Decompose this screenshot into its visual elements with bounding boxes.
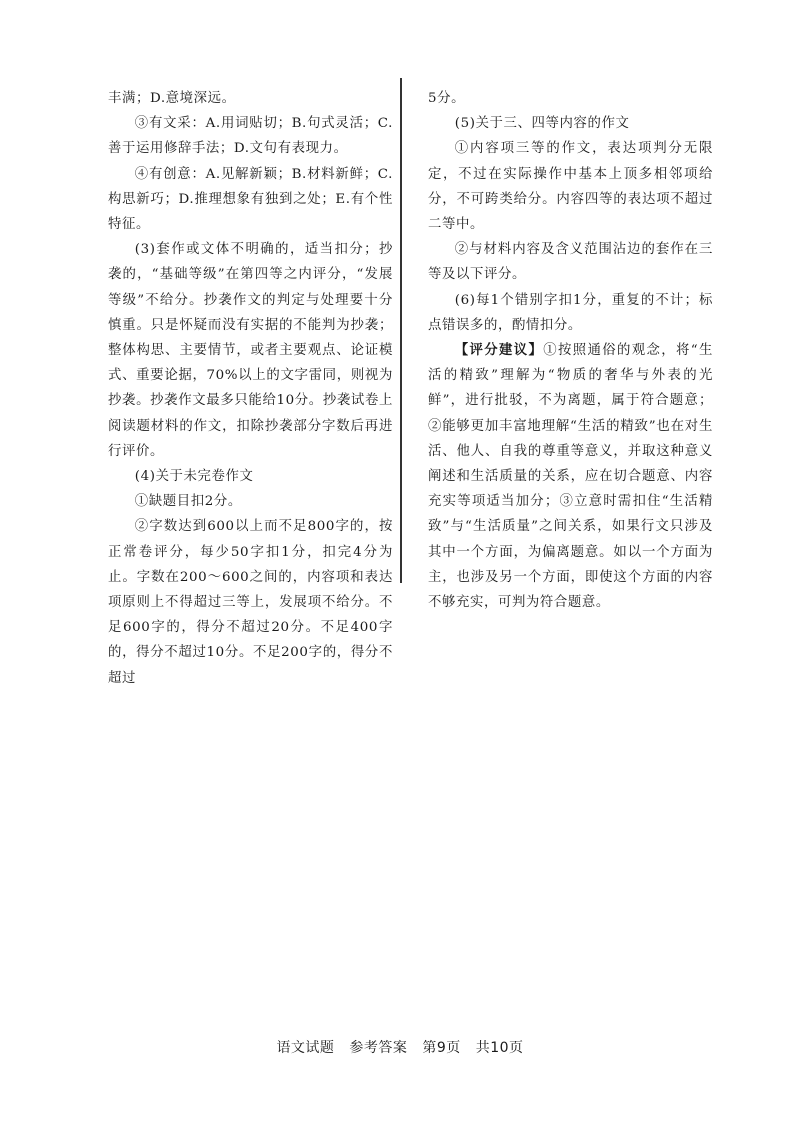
- left-paragraph: ③有文采：A.用词贴切；B.句式灵活；C.善于运用修辞手法；D.文句有表现力。: [108, 116, 393, 157]
- footer-answer: 参考答案: [349, 1040, 408, 1056]
- left-column: [108, 86, 393, 691]
- left-paragraph: ①缺题目扣2分。: [134, 494, 242, 510]
- footer-total: 共10页: [475, 1040, 524, 1056]
- left-paragraph: ④有创意：A.见解新颖；B.材料新鲜；C.构思新巧；D.推理想象有独到之处；E.有个性特征。: [108, 166, 393, 233]
- left-paragraph: (4)关于未完卷作文: [134, 469, 254, 485]
- footer-page: 第9页: [422, 1040, 461, 1056]
- right-paragraph: (6)每1个错别字扣1分，重复的不计；标点错误多的，酌情扣分。: [428, 292, 713, 333]
- footer-subject: 语文试题: [276, 1040, 335, 1056]
- left-paragraph: 丰满；D.意境深远。: [108, 91, 236, 106]
- right-paragraph: ②与材料内容及含义范围沾边的套作在三等及以下评分。: [428, 242, 713, 283]
- scoring-advice-label: 【评分建议】: [454, 342, 544, 359]
- scoring-advice: [428, 338, 713, 615]
- scoring-advice-text: ①按照通俗的观念，将“生活的精致”理解为“物质的奢华与外表的光鲜”，进行批驳，不为离题，属于符合题意；②能够更加丰富地理解“生活的精致”也在对生活、他人、自我的尊重等意义，并取这种意义阐述和生活质量的关系，应在切合题意、内容充实等项适当加分；③立意时需扣住“生活精致”与“生活质量”之间关系，如果行文只涉及其中一个方面，为偏离题意。如以一个方面为主，也涉及另一个方面，即使这个方面的内容不够充实，可判为符合题意。: [428, 343, 713, 611]
- left-paragraph: (3)套作或文体不明确的，适当扣分；抄袭的，“基础等级”在第四等之内评分，“发展等级”不给分。抄袭作文的判定与处理要十分慎重。只是怀疑而没有实据的不能判为抄袭；整体构思、主要情节，或者主要观点、论证模式、重要论据，70%以上的文字雷同，则视为抄袭。抄袭作文最多只能给10分。抄袭试卷上阅读题材料的作文，扣除抄袭部分字数后再进行评价。: [108, 242, 393, 459]
- right-paragraph: 5分。: [428, 91, 466, 106]
- right-column: [428, 86, 713, 615]
- right-paragraph: (5)关于三、四等内容的作文: [454, 116, 630, 132]
- page-footer: [0, 1037, 800, 1057]
- column-divider: [400, 78, 402, 583]
- left-paragraph: ②字数达到600以上而不足800字的，按正常卷评分，每少50字扣1分，扣完4分为止。字数在200～600之间的，内容项和表达项原则上不得超过三等上，发展项不给分。不足600字的，得分不超过20分。不足400字的，得分不超过10分。不足200字的，得分不超过: [108, 519, 393, 686]
- right-paragraph: ①内容项三等的作文，表达项判分无限定，不过在实际操作中基本上顶多相邻项给分，不可跨类给分。内容四等的表达项不超过二等中。: [428, 141, 713, 233]
